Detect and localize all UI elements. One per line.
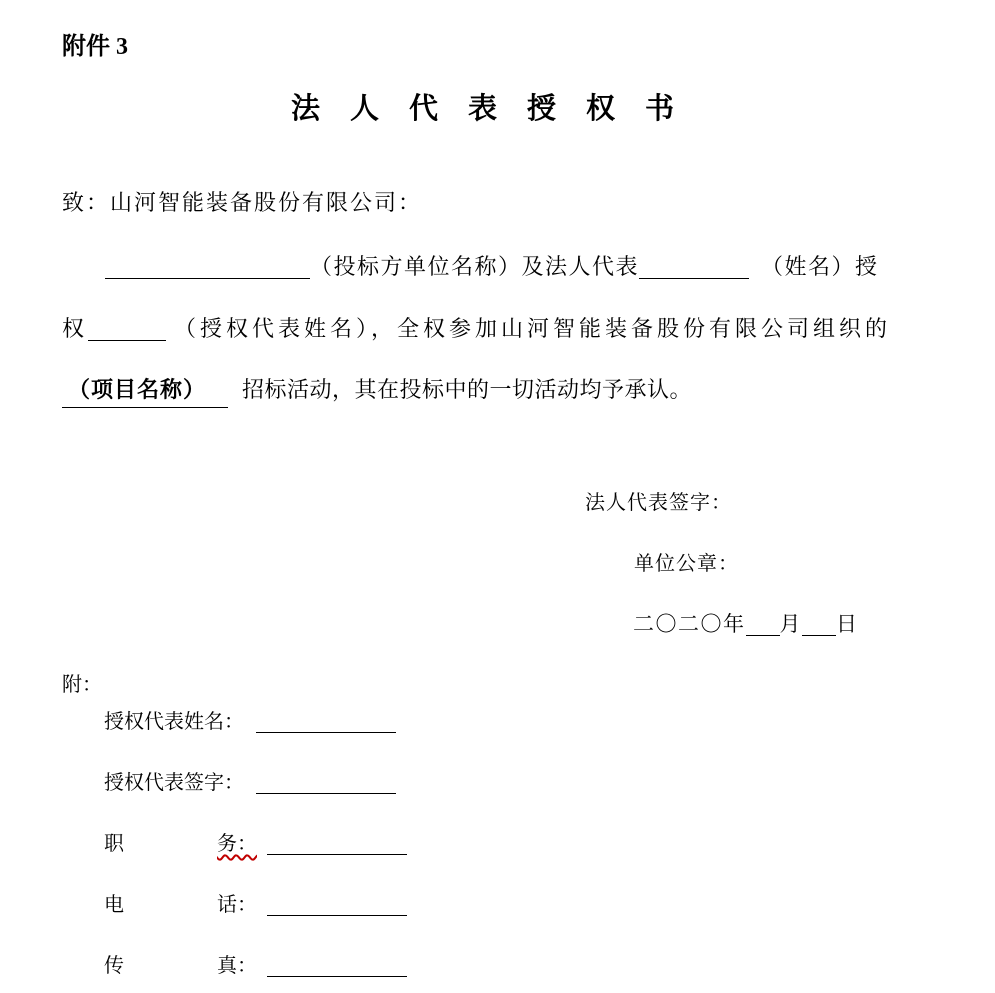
attachment-row bbox=[104, 705, 396, 734]
month-blank-line bbox=[746, 634, 780, 636]
paragraph-line-1 bbox=[62, 250, 879, 281]
date-year-text: 二〇二〇年 bbox=[633, 612, 746, 636]
paragraph-text: （姓名）授 bbox=[761, 254, 879, 279]
attachment-row bbox=[104, 766, 396, 795]
bidder-name-blank-line bbox=[105, 277, 310, 279]
date-line bbox=[633, 608, 859, 638]
attachment-row bbox=[104, 888, 407, 917]
paragraph-line-3 bbox=[62, 373, 692, 408]
attachment-row bbox=[104, 827, 407, 856]
attachment-heading: 附： bbox=[62, 674, 102, 696]
day-blank-line bbox=[802, 634, 836, 636]
blank-line bbox=[256, 731, 396, 733]
blank-line bbox=[267, 853, 407, 855]
paragraph-line-2 bbox=[62, 312, 891, 343]
row-label-text: 话： bbox=[217, 894, 257, 916]
row-label-text: 授权代表姓名： bbox=[104, 711, 244, 733]
date-month-text: 月 bbox=[779, 612, 802, 636]
blank-line bbox=[256, 792, 396, 794]
blank-line bbox=[267, 975, 407, 977]
paragraph-text: （授权代表姓名），全权参加山河智能装备股份有限公司组织的 bbox=[174, 316, 892, 341]
date-day-text: 日 bbox=[836, 612, 859, 636]
paragraph-text: 权 bbox=[62, 316, 89, 341]
row-label bbox=[104, 949, 257, 978]
paragraph-text: 招标活动，其在投标中的一切活动均予承认。 bbox=[242, 377, 693, 402]
page-title: 法人代表授权书 bbox=[290, 93, 704, 125]
row-label-text: 电 bbox=[104, 894, 124, 916]
blank-line bbox=[267, 914, 407, 916]
legal-representative-signature-label: 法人代表签字： bbox=[585, 492, 732, 514]
row-label-text: 授权代表签字： bbox=[104, 772, 244, 794]
attachment-number-label: 附件 3 bbox=[62, 34, 128, 60]
representative-name-blank-line bbox=[639, 277, 749, 279]
row-label bbox=[104, 705, 244, 734]
paragraph-text: （投标方单位名称）及法人代表 bbox=[310, 254, 640, 279]
row-label-text-spellcheck-underline: 务： bbox=[217, 833, 257, 855]
row-label bbox=[104, 827, 257, 856]
row-label-text: 职 bbox=[104, 833, 124, 855]
row-label-text: 真： bbox=[217, 955, 257, 977]
row-label bbox=[104, 766, 244, 795]
project-name-placeholder: （项目名称） bbox=[62, 373, 228, 408]
company-seal-label: 单位公章： bbox=[634, 553, 739, 575]
authorized-representative-blank-line bbox=[88, 339, 166, 341]
attachment-row bbox=[104, 949, 407, 978]
salutation-line: 致：山河智能装备股份有限公司： bbox=[62, 190, 423, 215]
row-label-text: 传 bbox=[104, 955, 124, 977]
row-label bbox=[104, 888, 257, 917]
